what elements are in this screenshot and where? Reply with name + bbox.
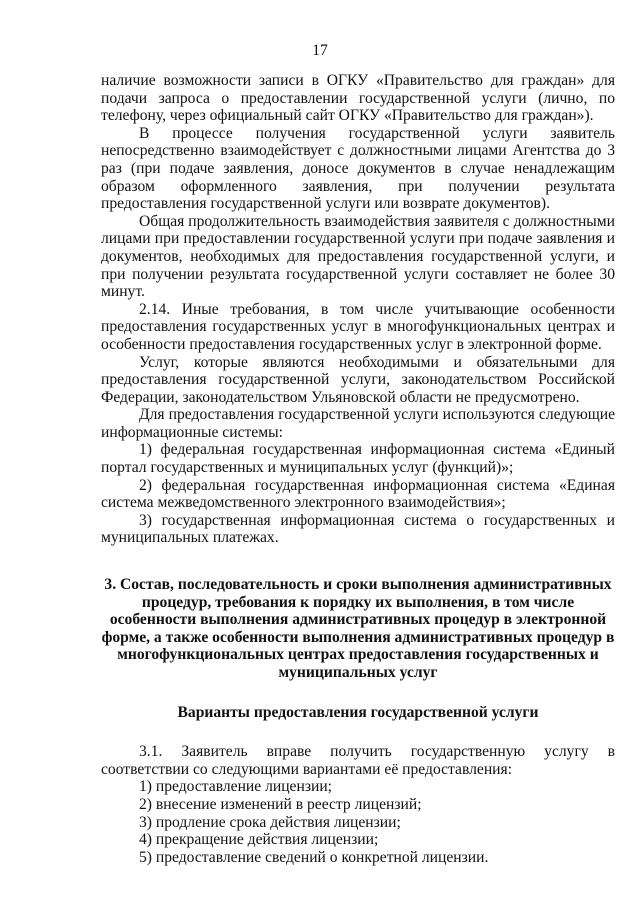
list-item: 2) внесение изменений в реестр лицензий; (139, 795, 422, 813)
list-item: 1) предоставление лицензии; (139, 778, 333, 796)
paragraph-interaction-duration: Общая продолжительность взаимодействия заявителя с должностными лицами при предоставлении государственной услуги при подаче заявления и документов, необходимых для предоставления государственной услуги, и при получении результата государственной услуги составляет не более 30 минут. (101, 212, 615, 301)
paragraph-system-epgu: 1) федеральная государственная информационная система «Единый портал государственных и муниципальных услуг (функций)»; (101, 441, 615, 477)
variants-list (101, 778, 615, 866)
paragraph-mandatory-services: Услуг, которые являются необходимыми и обязательными для предоставления государственной услуги, законодательством Российской Федерации, законодательством Ульяновской области не предусмотрено. (101, 353, 615, 406)
paragraph-registration-options: наличие возможности записи в ОГКУ «Правительство для граждан» для подачи запроса о предоставлении государственной услуги (лично, по телефону, через официальный сайт ОГКУ «Правительство для граждан»). (101, 72, 615, 125)
document-body (101, 72, 615, 866)
paragraph-system-gis-gmp: 3) государственная информационная система о государственных и муниципальных платежах. (101, 511, 615, 547)
variants-subheading: Варианты предоставления государственной услуги (177, 703, 539, 721)
paragraph-3-1: 3.1. Заявитель вправе получить государственную услугу в соответствии со следующими вариантами её предоставления: (101, 743, 615, 778)
list-item: 5) предоставление сведений о конкретной лицензии. (139, 848, 489, 866)
paragraph-2-14: 2.14. Иные требования, в том числе учитывающие особенности предоставления государственных услуг в многофункциональных центрах и особенности предоставления государственных услуг в электронной форме. (101, 300, 615, 353)
page-number: 17 (312, 42, 328, 59)
paragraph-interaction-count: В процессе получения государственной услуги заявитель непосредственно взаимодействует с должностными лицами Агентства до 3 раз (при подаче заявления, доносе документов в случае ненадлежащим образом оформленного заявления, при получении результата предоставления государственной услуги или возврате документов). (101, 124, 615, 213)
list-item: 4) прекращение действия лицензии; (139, 831, 379, 849)
paragraph-system-smev: 2) федеральная государственная информационная система «Единая система межведомственного электронного взаимодействия»; (101, 476, 615, 512)
paragraph-information-systems-intro: Для предоставления государственной услуги используются следующие информационные системы: (101, 406, 615, 441)
list-item: 3) продление срока действия лицензии; (139, 813, 401, 831)
section-3-heading: 3. Состав, последовательность и сроки выполнения административных процедур, требования к порядку их выполнения, в том числе особенности выполнения административных процедур в электронной форме, а также особенности выполнения административных процедур в многофункциональных центрах предоставления государственных и муниципальных услуг (101, 576, 615, 681)
